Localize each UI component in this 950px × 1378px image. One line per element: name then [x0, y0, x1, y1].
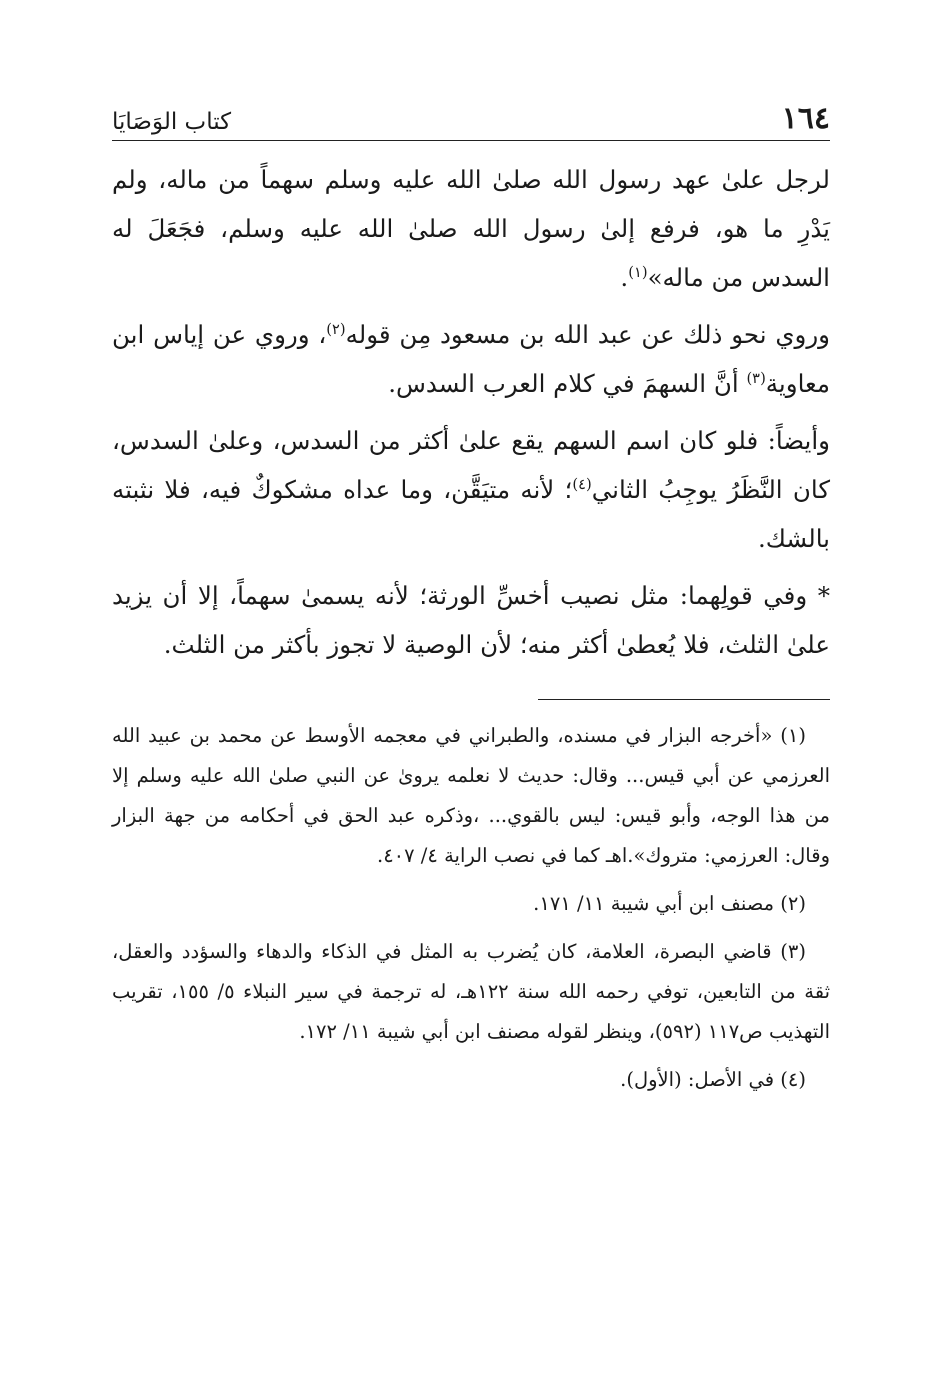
paragraph-1-end: .: [620, 263, 629, 292]
paragraph-3-text-b: ؛ لأنه متيَقَّن، وما عداه مشكوكٌ فيه، فلا نثبته بالشك.: [112, 475, 830, 553]
footnote-3: (٣) قاضي البصرة، العلامة، كان يُضرب به المثل في الذكاء والدهاء والسؤدد والعقل، ثقة من التابعين، توفي رحمه الله سنة ١٢٢هـ، له ترجمة في سير النبلاء ٥/ ١٥٥، تقريب التهذيب ص١١٧ (٥٩٢)، وينظر لقوله مصنف ابن أبي شيبة ١١/ ١٧٢.: [112, 940, 831, 1043]
paragraph-1: [112, 155, 830, 302]
footnote-ref-2: (٢): [326, 320, 346, 338]
running-header: [112, 90, 830, 141]
paragraph-3-text-a: وأيضاً: فلو كان اسم السهم يقع علىٰ أكثر من السدس، وعلىٰ السدس، كان النَّظَرُ يوجِبُ الثاني: [112, 426, 831, 504]
footnote-4: (٤) في الأصل: (الأول).: [620, 1068, 806, 1091]
paragraph-3: [112, 416, 830, 563]
paragraph-1-text: لرجل علىٰ عهد رسول الله صلىٰ الله عليه وسلم سهماً من ماله، ولم يَدْرِ ما هو، فرفع إلىٰ رسول الله صلىٰ الله عليه وسلم، فجَعَلَ له السدس من ماله»: [112, 165, 830, 292]
book-page: [112, 90, 830, 1108]
paragraph-2-text-a: وروي نحو ذلك عن عبد الله بن مسعود مِن قوله: [345, 320, 830, 349]
footnote-ref-4: (٤): [572, 475, 592, 493]
footnotes: [112, 716, 830, 1100]
footnote-1: (١) «أخرجه البزار في مسنده، والطبراني في معجمه الأوسط عن محمد بن عبيد الله العرزمي عن أبي قيس... وقال: حديث لا نعلمه يروىٰ عن النبي صلىٰ الله عليه وسلم إلا من هذا الوجه، وأبو قيس: ليس بالقوي... ،وذكره عبد الحق في أحكامه من جهة البزار وقال: العرزمي: متروك».اهـ كما في نصب الراية ٤/ ٤٠٧.: [112, 724, 830, 867]
paragraph-2-text-b: ، وروي عن إياس ابن معاوية: [112, 320, 830, 398]
main-text: [112, 155, 830, 669]
paragraph-2-text-c: أنَّ السهمَ في كلام العرب السدس.: [388, 369, 747, 398]
paragraph-4: * وفي قولِهما: مثل نصيب أخسِّ الورثة؛ لأنه يسمىٰ سهماً، إلا أن يزيد علىٰ الثلث، فلا يُعطىٰ أكثر منه؛ لأن الوصية لا تجوز بأكثر من الثلث.: [112, 581, 830, 659]
page-number: ١٦٤: [781, 101, 830, 136]
footnote-ref-3: (٣): [746, 369, 766, 387]
book-title: كتاب الوَصَايَا: [112, 109, 232, 135]
footnote-2: (٢) مصنف ابن أبي شيبة ١١/ ١٧١.: [533, 892, 806, 915]
footnote-ref-1: (١): [628, 263, 648, 281]
paragraph-2: [112, 310, 830, 408]
footnote-separator: [538, 699, 830, 700]
